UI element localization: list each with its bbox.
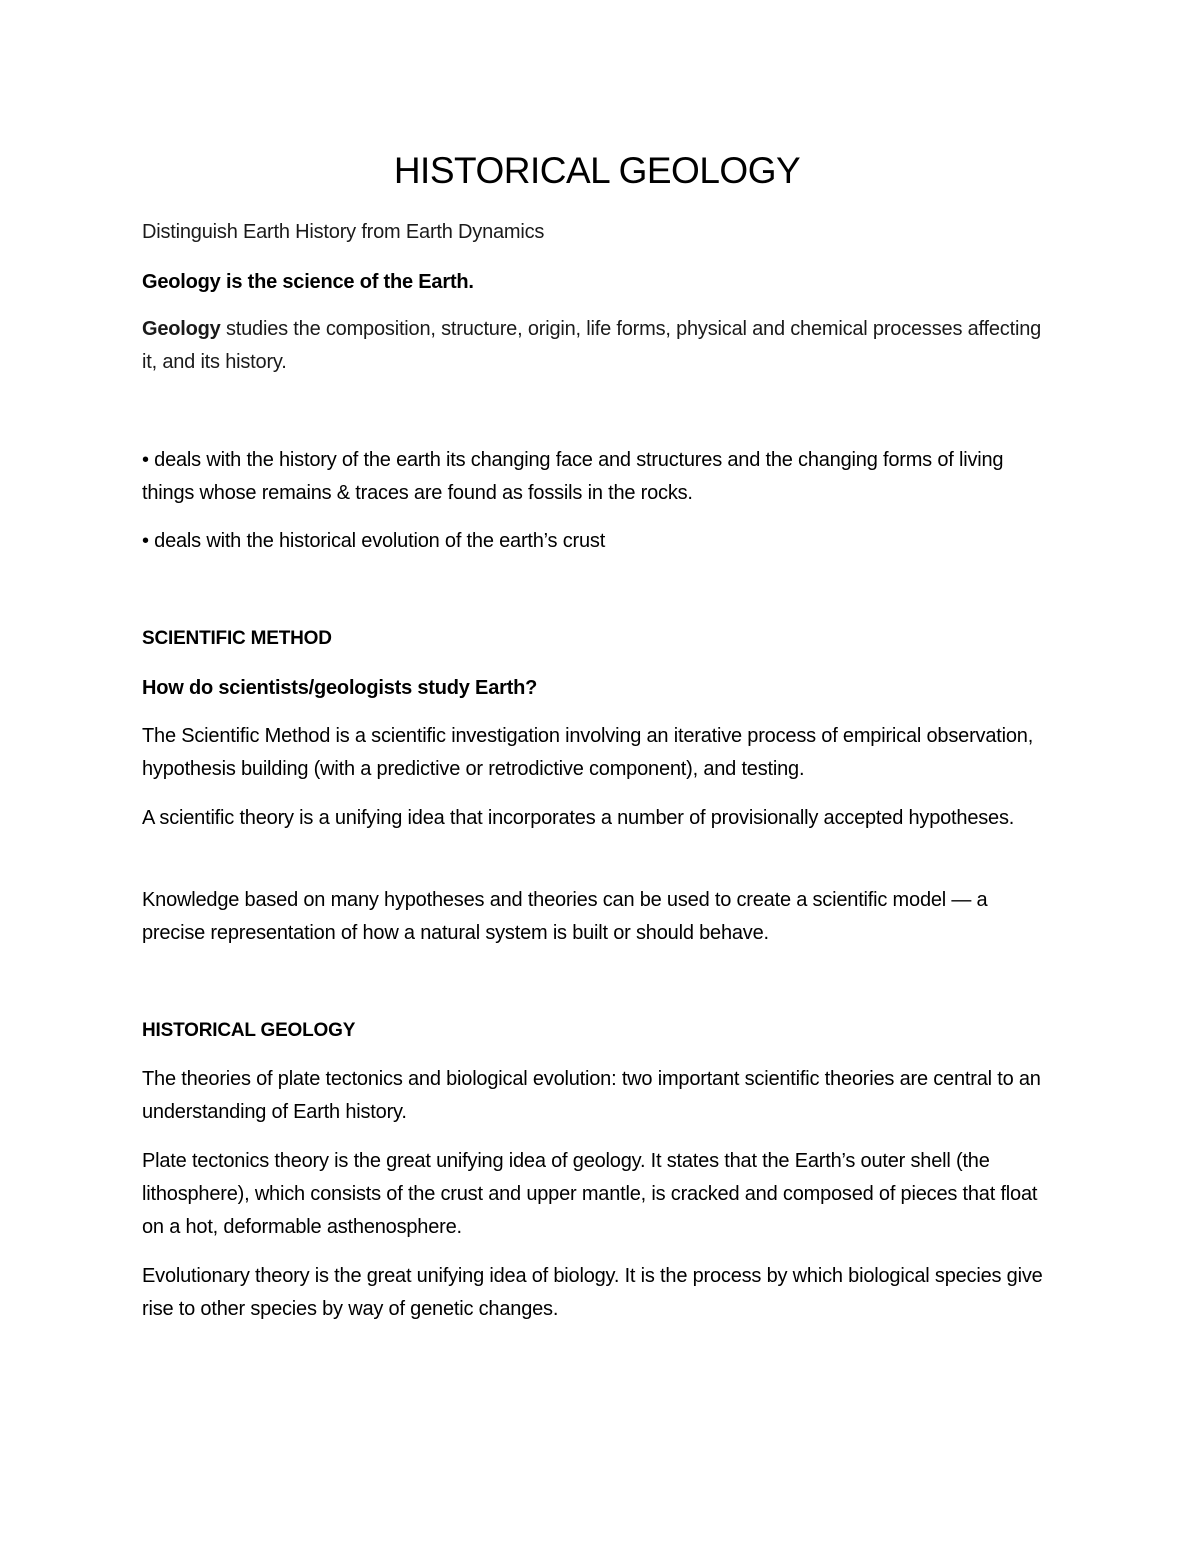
section-question: How do scientists/geologists study Earth?: [142, 677, 538, 699]
geology-description: [142, 313, 1052, 379]
bullet-item: • deals with the history of the earth its changing face and structures and the changing forms of living things whose remains & traces are found as fossils in the rocks.: [142, 449, 1004, 504]
paragraph: The Scientific Method is a scientific investigation involving an iterative process of empirical observation, hypothesis building (with a predictive or retrodictive component), and testing.: [142, 725, 1034, 780]
subtitle: Distinguish Earth History from Earth Dynamics: [142, 221, 545, 243]
definition-line: Geology is the science of the Earth.: [142, 271, 474, 293]
geology-term: Geology: [142, 318, 221, 340]
page-title: HISTORICAL GEOLOGY: [393, 150, 801, 191]
paragraph: A scientific theory is a unifying idea that incorporates a number of provisionally accepted hypotheses.: [142, 807, 1015, 829]
paragraph: Plate tectonics theory is the great unifying idea of geology. It states that the Earth’s outer shell (the lithosphere), which consists of the crust and upper mantle, is cracked and composed of pieces that float on a hot, deformable asthenosphere.: [142, 1150, 1038, 1238]
geology-description-text: studies the composition, structure, origin, life forms, physical and chemical processes affecting it, and its history.: [142, 318, 1042, 373]
paragraph: The theories of plate tectonics and biological evolution: two important scientific theories are central to an understanding of Earth history.: [142, 1068, 1041, 1123]
section-heading-scientific-method: SCIENTIFIC METHOD: [142, 628, 332, 649]
paragraph: Evolutionary theory is the great unifying idea of biology. It is the process by which biological species give rise to other species by way of genetic changes.: [142, 1265, 1043, 1320]
bullet-item: • deals with the historical evolution of the earth’s crust: [142, 530, 606, 552]
section-heading-historical-geology: HISTORICAL GEOLOGY: [142, 1020, 356, 1041]
paragraph: Knowledge based on many hypotheses and theories can be used to create a scientific model — a precise representation of how a natural system is built or should behave.: [142, 889, 988, 944]
